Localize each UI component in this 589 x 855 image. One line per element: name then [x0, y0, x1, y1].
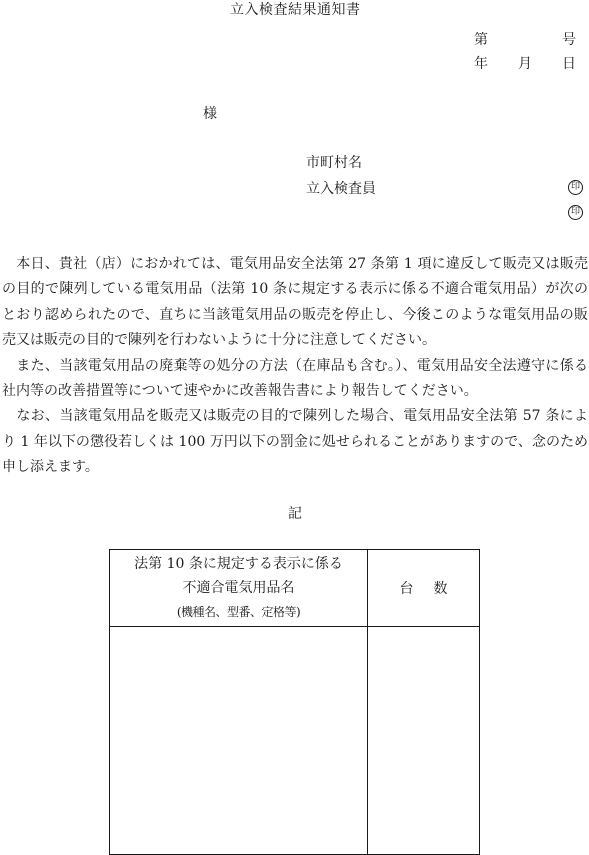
product-header-line-1: 法第 10 条に規定する表示に係る: [134, 556, 343, 572]
issuer-inspector: 立入検査員: [306, 181, 376, 197]
issuer-municipality: 市町村名: [306, 155, 362, 171]
body-paragraph-1: 本日、貴社（店）におかれては、電気用品安全法第 27 条第 1 項に違反して販売又は販売の目的で陳列している電気用品（法第 10 条に規定する表示に係る不適合電気用品）が次のとおり認められたので、直ちに当該電気用品の販売を停止し、今後このような電気用品の販売又は販売の目的で陳列を行わないように十分に注意してください。: [2, 256, 588, 349]
body-paragraph-2: また、当該電気用品の廃棄等の処分の方法（在庫品も含む。）、電気用品安全法遵守に係る社内等の改善措置等について速やかに改善報告書により報告してください。: [2, 357, 589, 400]
seal-icon: 印: [568, 180, 583, 195]
product-header-line-2: 不適合電気用品名: [182, 580, 295, 596]
number-prefix: 第: [474, 32, 488, 48]
quantity-header: [368, 550, 480, 627]
document-title: 立入検査結果通知書: [230, 2, 361, 18]
quantity-cell[interactable]: [368, 627, 480, 855]
quantity-header-label: 台数: [399, 581, 468, 597]
ki-heading: 記: [288, 506, 302, 522]
notice-body: [2, 252, 588, 481]
product-name-header: [110, 550, 368, 627]
seal-icon: 印: [568, 205, 583, 220]
product-name-cell[interactable]: [110, 627, 368, 855]
date-day-label: 日: [562, 56, 576, 72]
product-header-line-3: (機種名、型番、定格等): [176, 605, 301, 619]
record-table: [109, 549, 480, 855]
date-year-label: 年: [474, 56, 488, 72]
body-paragraph-3: なお、当該電気用品を販売又は販売の目的で陳列した場合、電気用品安全法第 57 条により 1 年以下の懲役若しくは 100 万円以下の罰金に処せられることがありますので、念のため申し添えます。: [2, 408, 589, 476]
date-month-label: 月: [518, 56, 532, 72]
addressee-suffix: 様: [203, 106, 217, 122]
number-suffix: 号: [562, 32, 576, 48]
